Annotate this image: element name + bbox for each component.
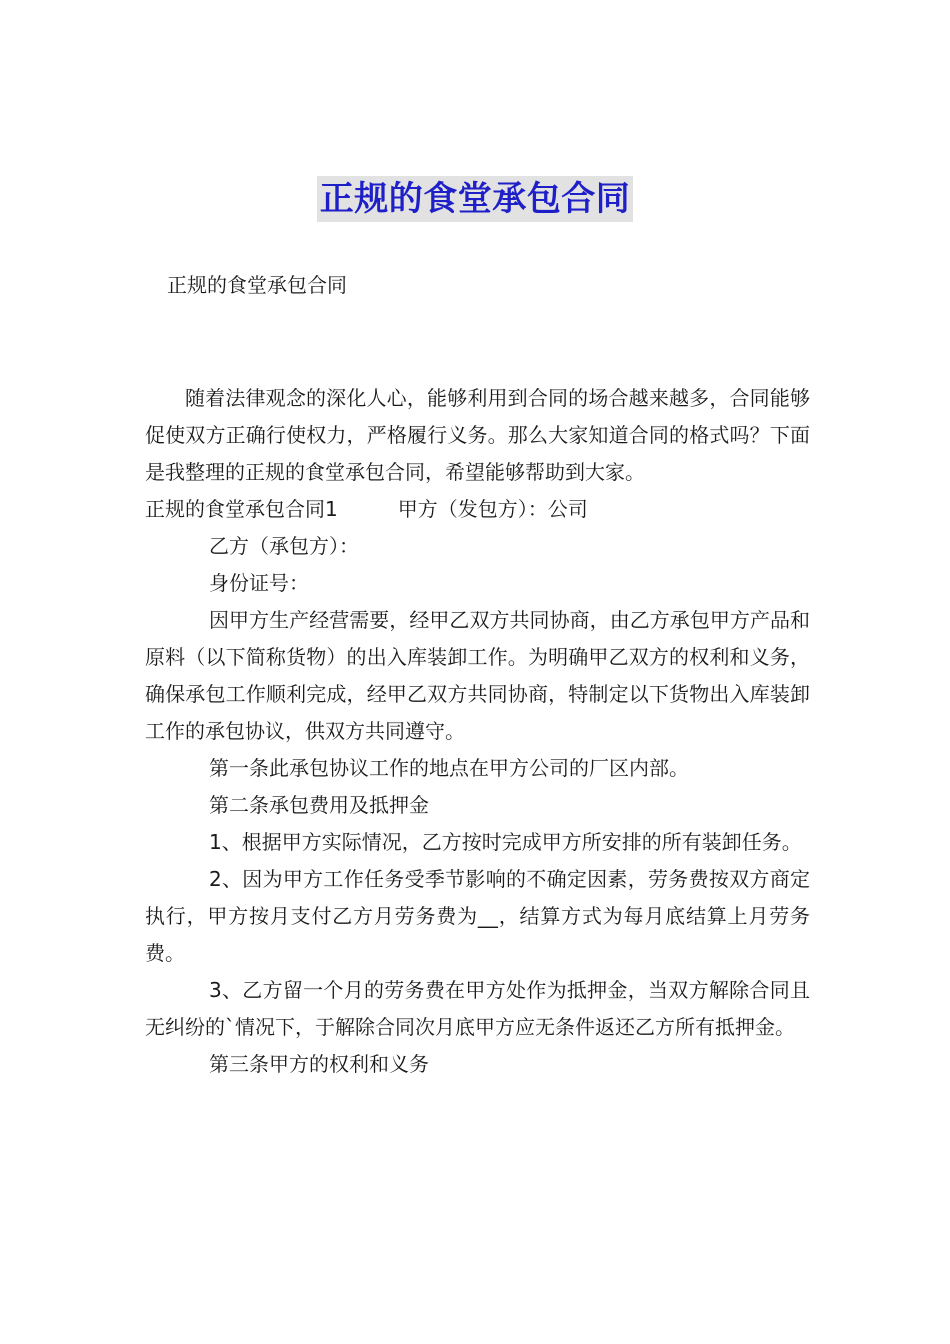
document-body bbox=[145, 380, 810, 1083]
intro-paragraph: 随着法律观念的深化人心，能够利用到合同的场合越来越多，合同能够促使双方正确行使权力，严格履行义务。那么大家知道合同的格式吗？下面是我整理的正规的食堂承包合同，希望能够帮助到大家。 bbox=[145, 386, 810, 484]
contract-heading: 正规的食堂承包合同1 bbox=[145, 497, 338, 521]
article-3-heading: 第三条甲方的权利和义务 bbox=[209, 1052, 429, 1076]
article-2-heading: 第二条承包费用及抵押金 bbox=[209, 793, 429, 817]
party-b-line: 乙方（承包方）： bbox=[209, 534, 359, 558]
article-1: 第一条此承包协议工作的地点在甲方公司的厂区内部。 bbox=[209, 756, 689, 780]
title-container bbox=[0, 176, 950, 222]
article-2-item-2: 2、因为甲方工作任务受季节影响的不确定因素，劳务费按双方商定执行，甲方按月支付乙方月劳务费为__，结算方式为每月底结算上月劳务费。 bbox=[145, 867, 810, 965]
article-2-item-1: 1、根据甲方实际情况，乙方按时完成甲方所安排的所有装卸任务。 bbox=[209, 830, 802, 854]
contract-heading-row bbox=[145, 491, 810, 528]
document-subtitle: 正规的食堂承包合同 bbox=[167, 273, 347, 297]
id-number-line: 身份证号： bbox=[209, 571, 309, 595]
party-a-line: 甲方（发包方）：公司 bbox=[397, 497, 588, 521]
article-2-item-3: 3、乙方留一个月的劳务费在甲方处作为抵押金，当双方解除合同且无纠纷的`情况下，于解除合同次月底甲方应无条件返还乙方所有抵押金。 bbox=[145, 978, 810, 1039]
document-title: 正规的食堂承包合同 bbox=[317, 176, 634, 222]
heading-gap bbox=[338, 491, 398, 528]
purpose-paragraph: 因甲方生产经营需要，经甲乙双方共同协商，由乙方承包甲方产品和原料（以下简称货物）的出入库装卸工作。为明确甲乙双方的权利和义务，确保承包工作顺利完成，经甲乙双方共同协商，特制定以下货物出入库装卸工作的承包协议，供双方共同遵守。 bbox=[145, 608, 810, 743]
